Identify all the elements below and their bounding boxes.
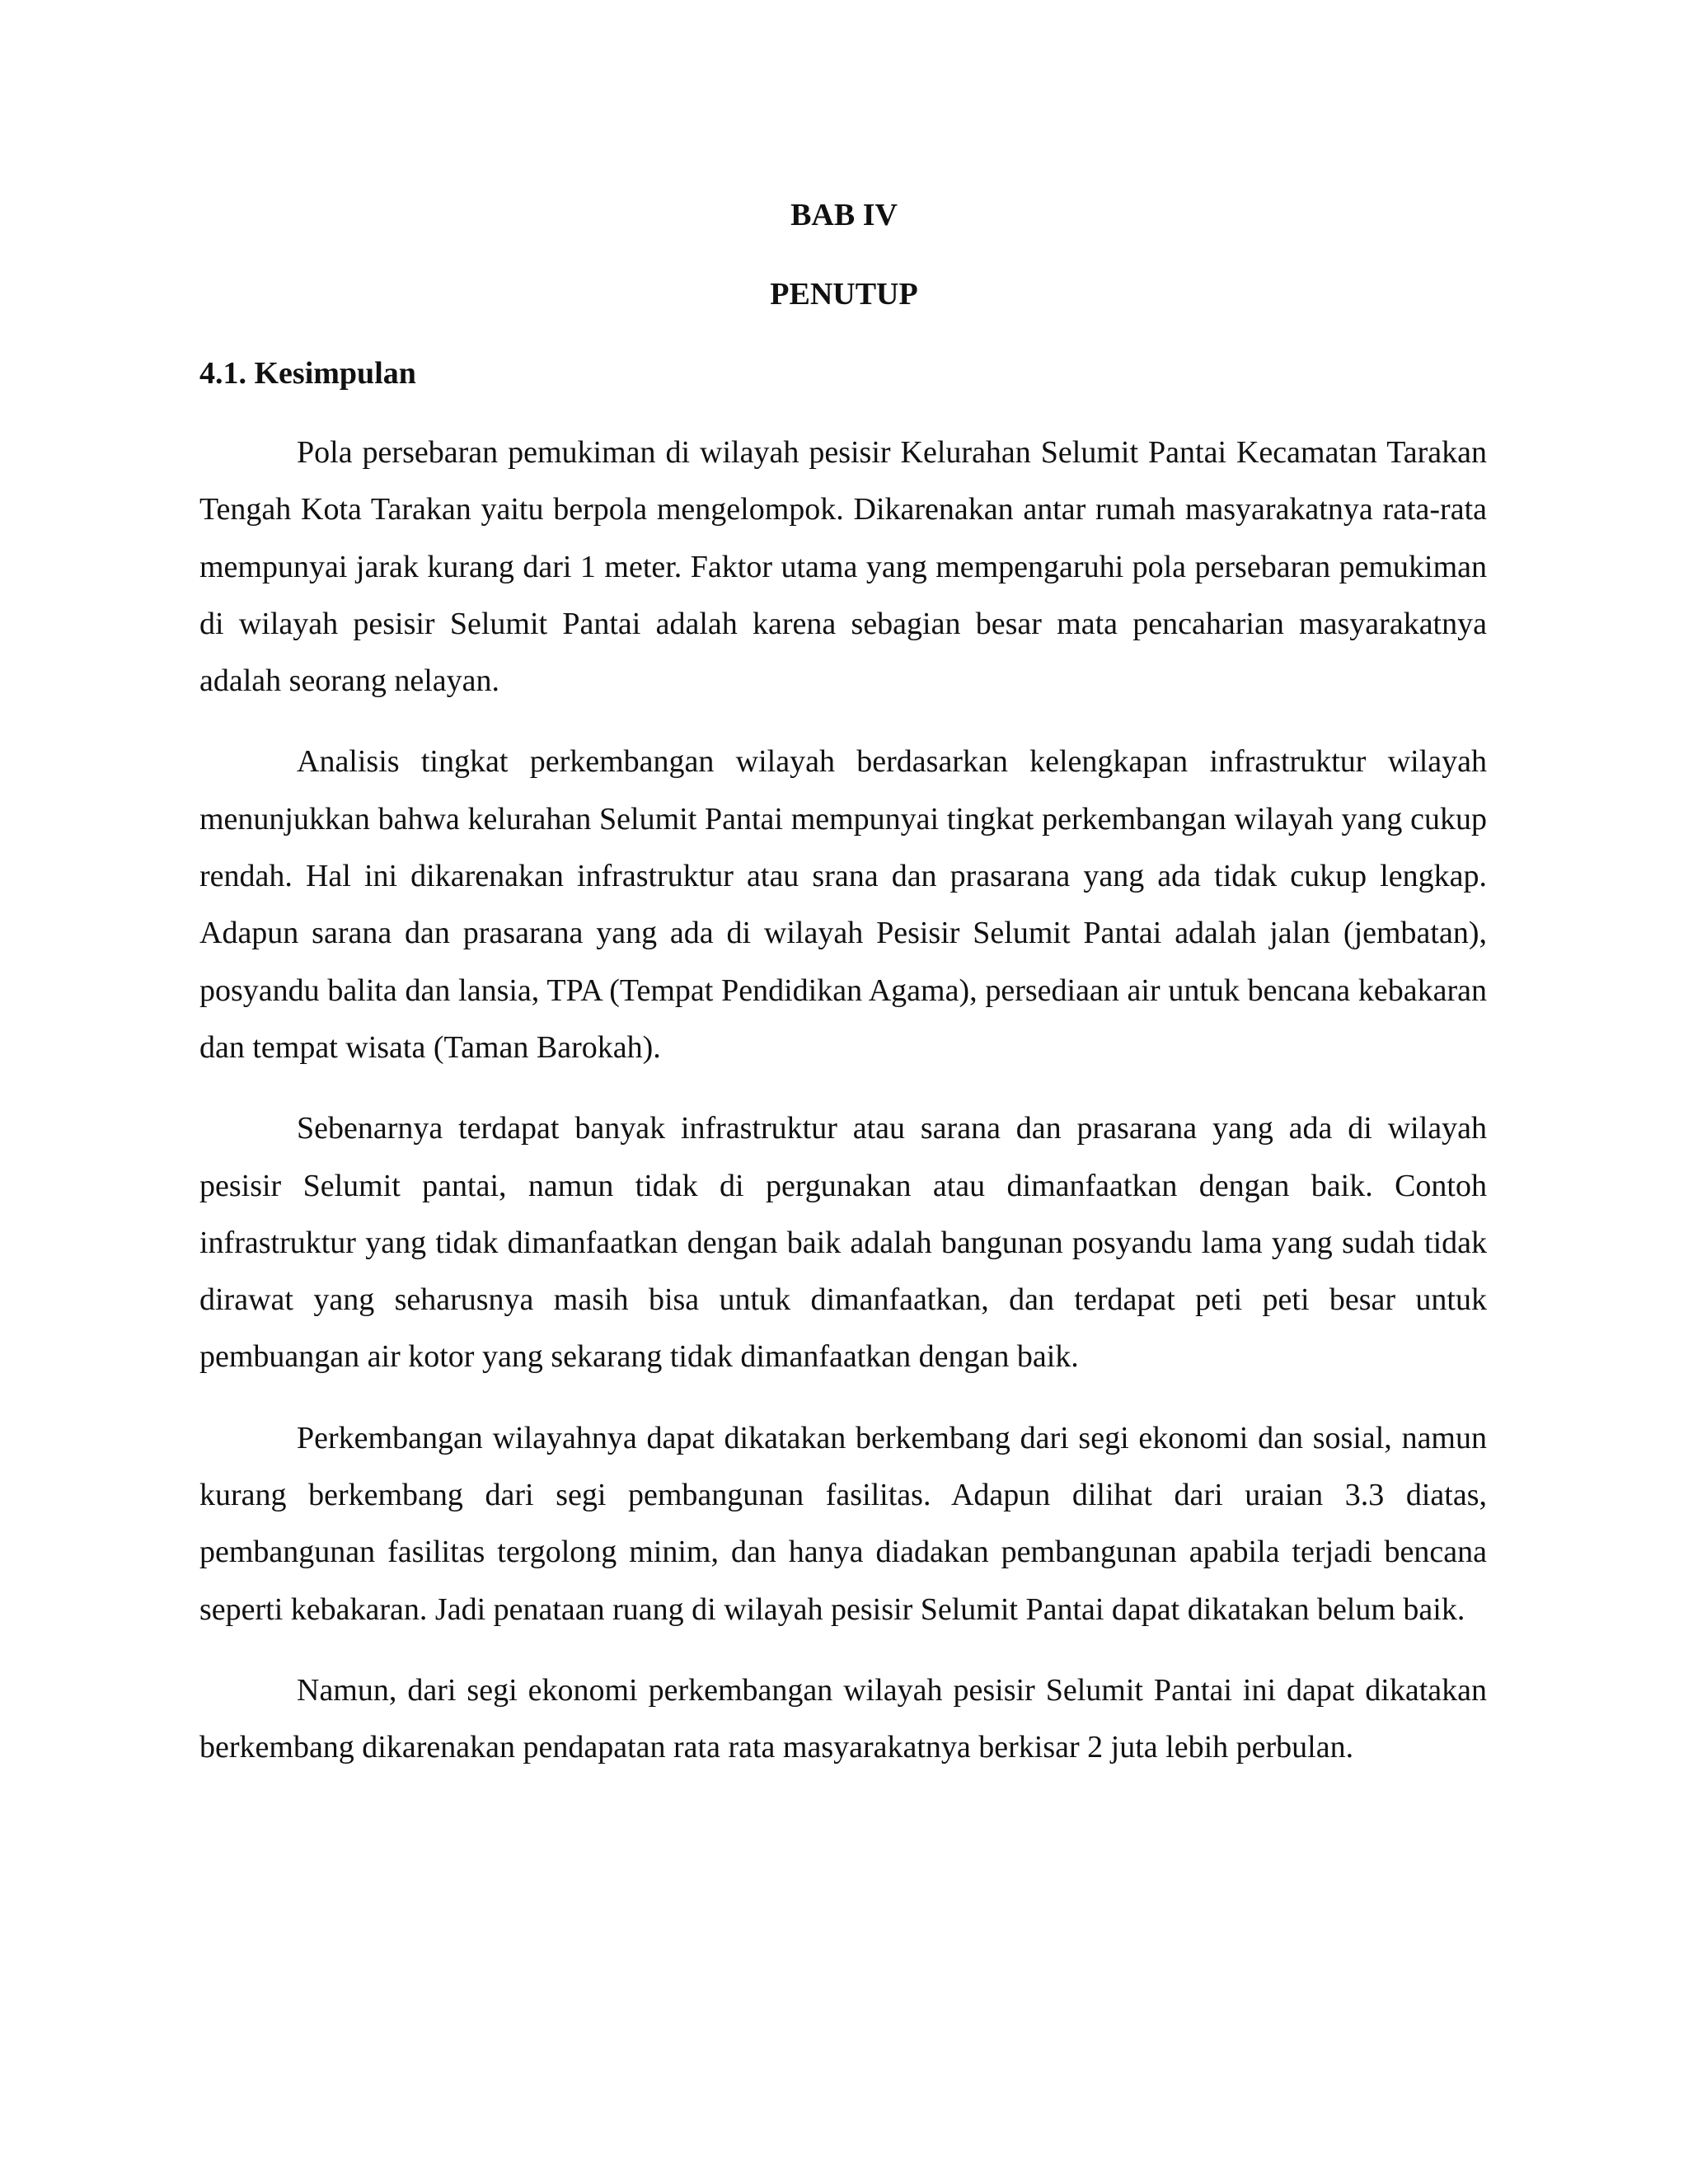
chapter-number: BAB IV: [790, 198, 898, 232]
body-text: [199, 424, 1487, 1801]
paragraph-regional-development: Perkembangan wilayahnya dapat dikatakan berkembang dari segi ekonomi dan sosial, namun kurang berkembang dari segi pembangunan fasilitas. Adapun dilihat dari uraian 3.3 diatas, pembangunan fasilitas tergolong minim, dan hanya diadakan pembangunan apabila terjadi bencana seperti kebakaran. Jadi penataan ruang di wilayah pesisir Selumit Pantai dapat dikatakan belum baik.: [199, 1420, 1487, 1627]
paragraph-settlement-pattern: Pola persebaran pemukiman di wilayah pesisir Kelurahan Selumit Pantai Kecamatan Tarakan Tengah Kota Tarakan yaitu berpola mengelompok. Dikarenakan antar rumah masyarakatnya rata-rata mempunyai jarak kurang dari 1 meter. Faktor utama yang mempengaruhi pola persebaran pemukiman di wilayah pesisir Selumit Pantai adalah karena sebagian besar mata pencaharian masyarakatnya adalah seorang nelayan.: [199, 435, 1487, 699]
chapter-title: PENUTUP: [770, 277, 918, 312]
paragraph-infrastructure-analysis: Analisis tingkat perkembangan wilayah berdasarkan kelengkapan infrastruktur wilayah menunjukkan bahwa kelurahan Selumit Pantai mempunyai tingkat perkembangan wilayah yang cukup rendah. Hal ini dikarenakan infrastruktur atau srana dan prasarana yang ada tidak cukup lengkap. Adapun sarana dan prasarana yang ada di wilayah Pesisir Selumit Pantai adalah jalan (jembatan), posyandu balita dan lansia, TPA (Tempat Pendidikan Agama), persediaan air untuk bencana kebakaran dan tempat wisata (Taman Barokah).: [199, 744, 1487, 1065]
paragraph-unused-infrastructure: Sebenarnya terdapat banyak infrastruktur atau sarana dan prasarana yang ada di wilayah pesisir Selumit pantai, namun tidak di pergunakan atau dimanfaatkan dengan baik. Contoh infrastruktur yang tidak dimanfaatkan dengan baik adalah bangunan posyandu lama yang sudah tidak dirawat yang seharusnya masih bisa untuk dimanfaatkan, dan terdapat peti peti besar untuk pembuangan air kotor yang sekarang tidak dimanfaatkan dengan baik.: [199, 1111, 1487, 1375]
paragraph-economic-development: Namun, dari segi ekonomi perkembangan wilayah pesisir Selumit Pantai ini dapat dikatakan berkembang dikarenakan pendapatan rata rata masyarakatnya berkisar 2 juta lebih perbulan.: [199, 1672, 1487, 1765]
section-heading: 4.1. Kesimpulan: [199, 356, 416, 391]
